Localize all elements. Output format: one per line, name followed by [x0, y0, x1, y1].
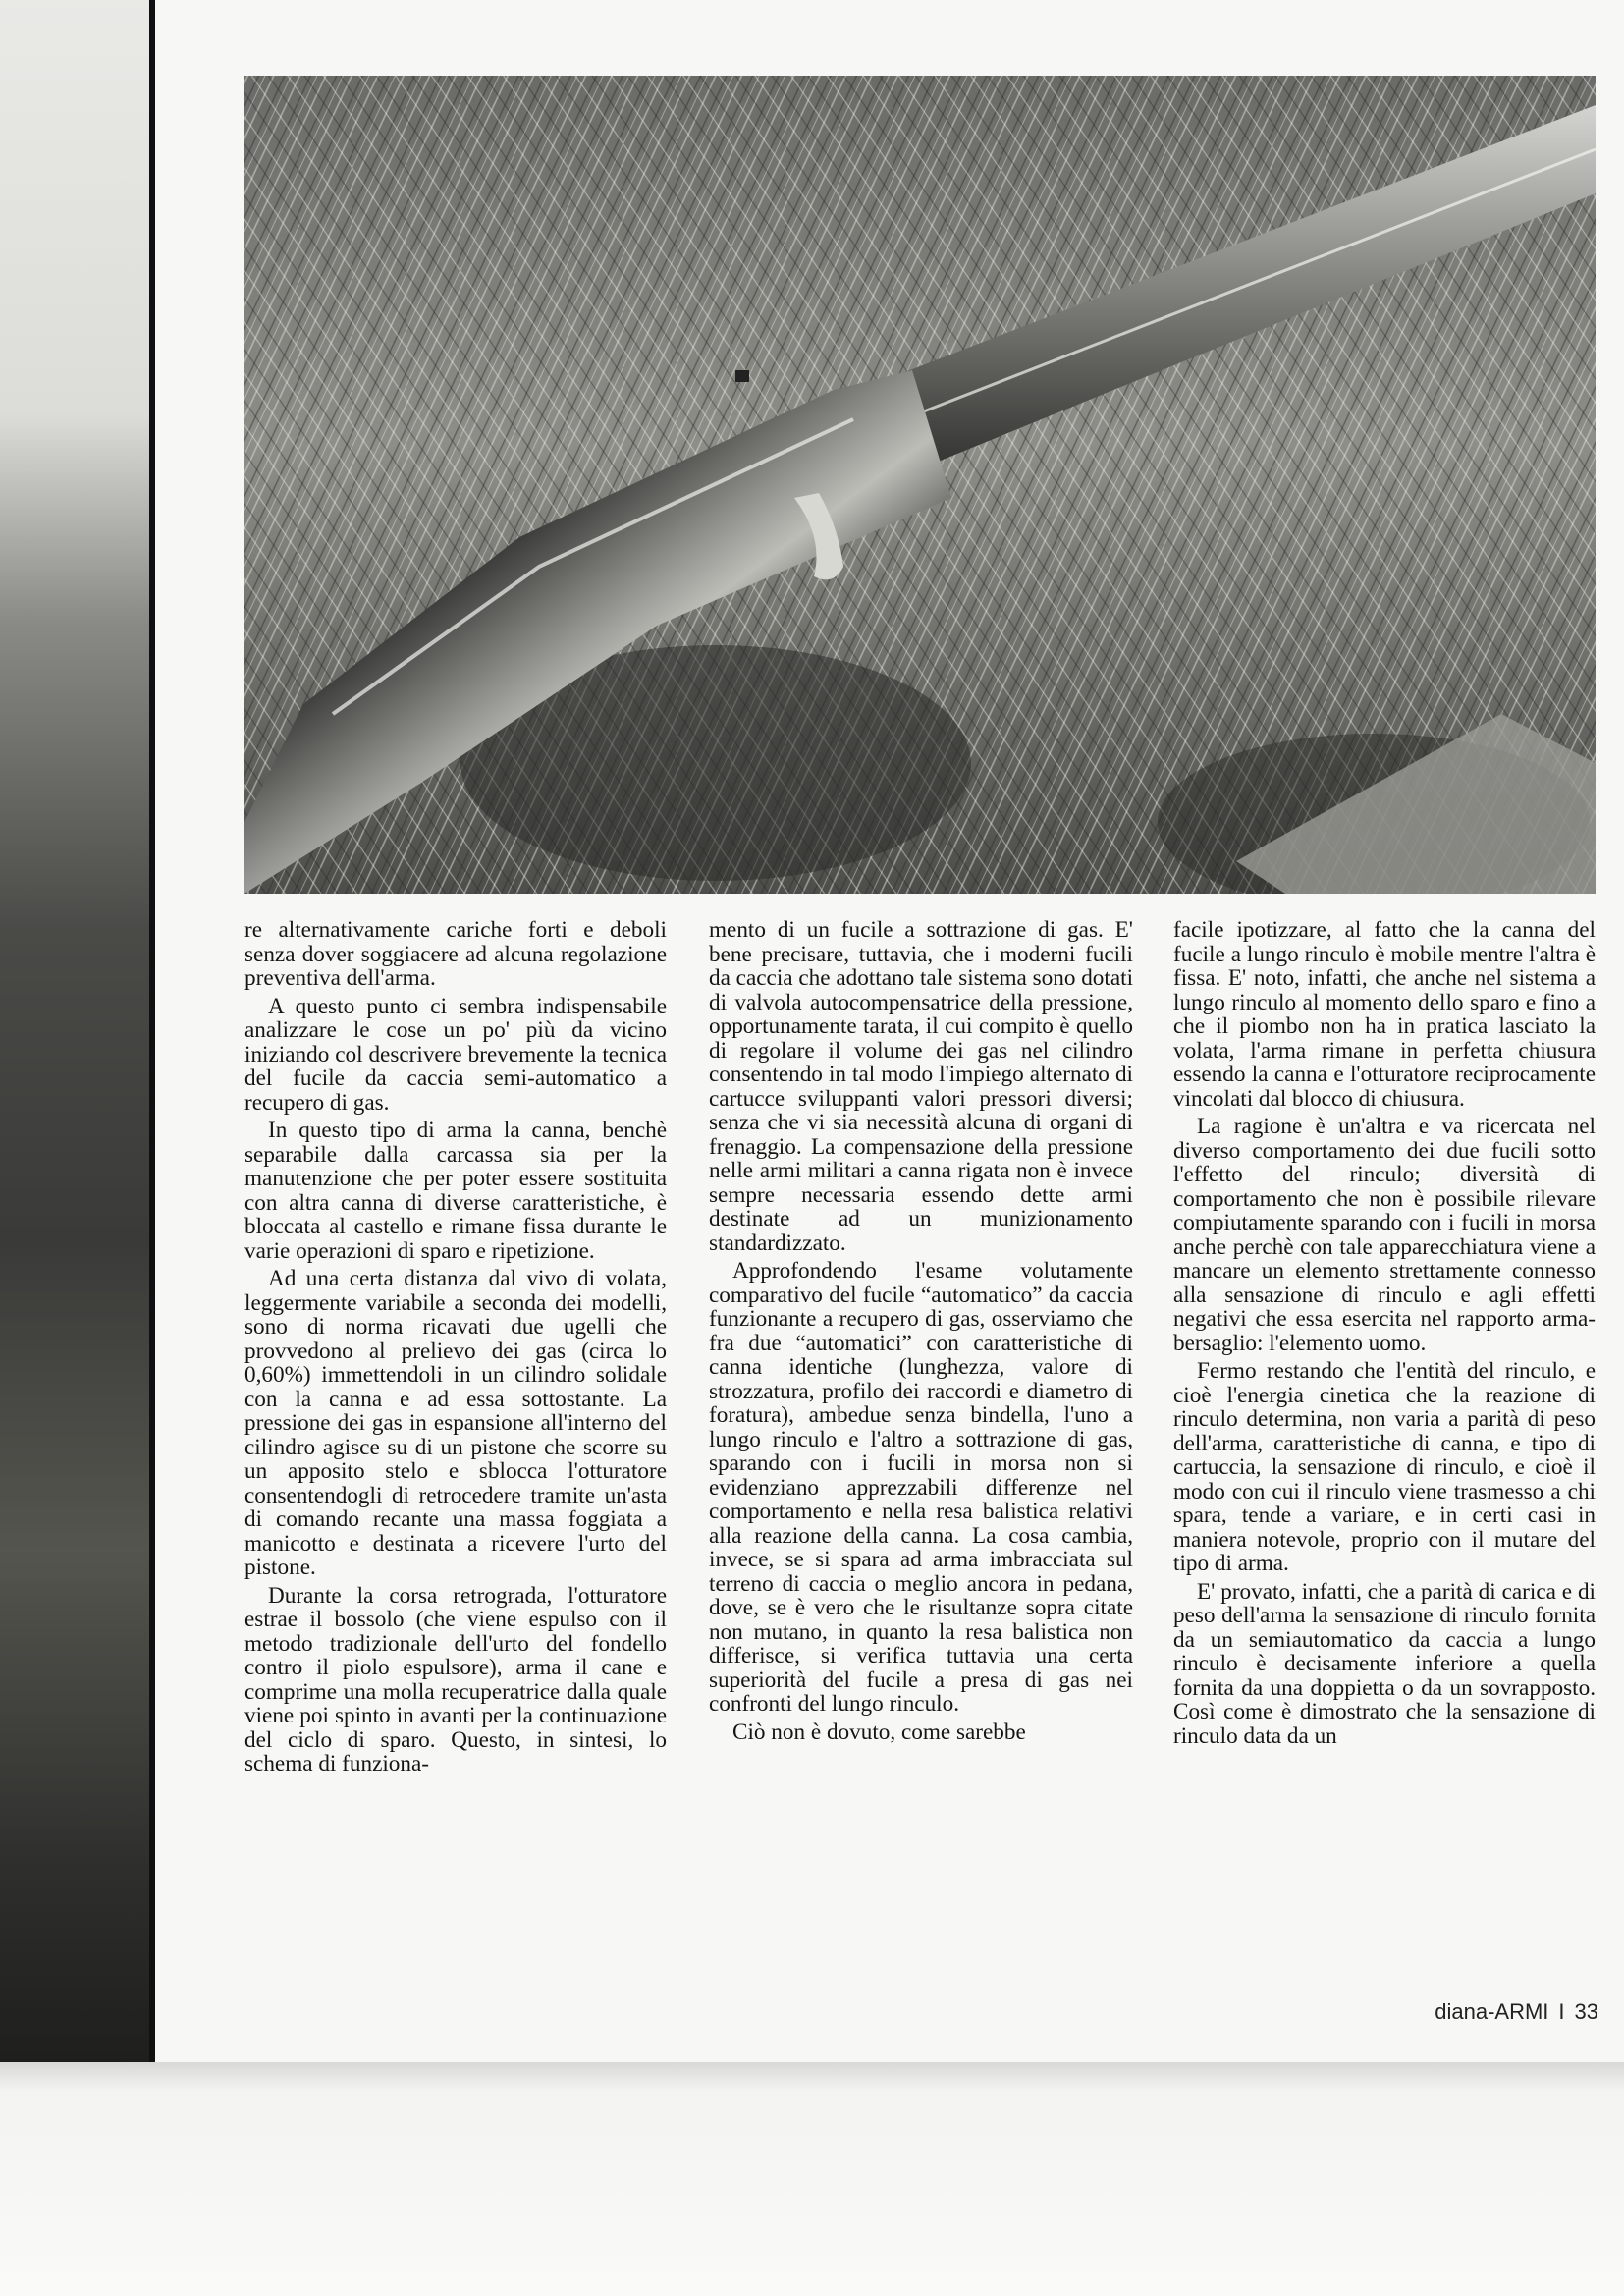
paragraph: Ad una certa distanza dal vivo di volata, leggermente variabile a seconda dei modelli, sono di norma ricavati due ugelli che provvedono al prelievo dei gas (circa lo 0,60%) immettendoli in un cilindro solidale con la canna e ad essa sottostante. La pressione dei gas in espansione all'interno del cilindro agisce su di un pistone che scorre su un apposito stelo e sblocca l'otturatore consentendogli di retrocedere tramite un'asta di comando recante una massa foggiata a manicotto e destinata a ricevere l'urto del pistone. — [244, 1266, 667, 1580]
page-bottom-margin — [0, 2062, 1624, 2296]
page-footer — [1392, 1999, 1598, 2025]
paragraph: facile ipotizzare, al fatto che la canna del fucile a lungo rinculo è mobile mentre l'altra è fissa. E' noto, infatti, che anche nel sistema a lungo rinculo al momento dello sparo e fino a che il piombo non ha in pratica lasciato la volata, l'arma rimane in perfetta chiusura essendo la canna e l'otturatore reciprocamente vincolati dal blocco di chiusura. — [1173, 917, 1596, 1112]
footer-separator: I — [1558, 1999, 1565, 2024]
paragraph: Approfondendo l'esame volutamente comparativo del fucile “automatico” da caccia funzionante a recupero di gas, osserviamo che fra due “automatici” con caratteristiche di canna identiche (lunghezza, valore di strozzatura, profilo dei raccordi e diametro di foratura), ambedue senza bindella, l'uno a lungo rinculo e l'altro a sottrazione di gas, sparando con i fucili in morsa non si evidenziano apprezzabili differenze nel comportamento e nella resa balistica relativi alla reazione della canna. La cosa cambia, invece, se si spara ad arma imbracciata sul terreno di caccia o meglio ancora in pedana, dove, se è vero che le risultanze sopra citate non mutano, in quanto la resa balistica non differisce, si verifica tuttavia una certa superiorità del fucile a presa di gas nei confronti del lungo rinculo. — [709, 1258, 1133, 1717]
paragraph: Durante la corsa retrograda, l'otturatore estrae il bossolo (che viene espulso con il metodo tradizionale dell'urto del fondello contro il piolo espulsore), arma il cane e comprime una molla recuperatrice dalla quale viene poi spinto in avanti per la continuazione del ciclo di sparo. Questo, in sintesi, lo schema di funziona- — [244, 1582, 667, 1777]
paragraph: mento di un fucile a sottrazione di gas. E' bene precisare, tuttavia, che i moderni fucili da caccia che adottano tale sistema sono dotati di valvola autocompensatrice della pressione, opportunamente tarata, il cui compito è quello di regolare il volume dei gas nel cilindro consentendo in tal modo l'impiego alternato di cartucce sviluppanti valori pressori diversi; senza che vi sia necessità alcuna di organi di frenaggio. La compensazione della pressione nelle armi militari a canna rigata non è invece sempre necessaria essendo dette armi destinate ad un munizionamento standardizzato. — [709, 917, 1134, 1256]
paragraph: In questo tipo di arma la canna, benchè separabile dalla carcassa sia per la manutenzione che per poter essere sostituita con altra canna di diverse caratteristiche, è bloccata al castello e rimane fissa durante le varie operazioni di sparo e ripetizione. — [244, 1118, 667, 1264]
adjacent-page-photo-edge — [0, 0, 155, 2067]
text-column-2 — [709, 918, 1133, 1748]
paragraph: La ragione è un'altra e va ricercata nel diverso comportamento dei due fucili sotto l'effetto del rinculo; diversità di comportamento che non è possibile rilevare compiutamente sparando con i fucili in morsa anche perchè con tale apparecchiatura viene a mancare un elemento strettamente connesso alla sensazione di rinculo e agli effetti negativi che essa esercita nel rapporto arma-bersaglio: l'elemento uomo. — [1173, 1114, 1596, 1356]
text-column-1 — [244, 918, 667, 1780]
page-number: 33 — [1574, 1999, 1598, 2024]
paragraph: A questo punto ci sembra indispensabile analizzare le cose un po' più da vicino iniziando col descrivere brevemente la tecnica del fucile da caccia semi-automatico a recupero di gas. — [244, 993, 667, 1116]
paragraph: re alternativamente cariche forti e deboli senza dover soggiacere ad alcuna regolazione preventiva dell'arma. — [244, 917, 667, 991]
paragraph: Fermo restando che l'entità del rinculo, e cioè l'energia cinetica che la reazione di rinculo determina, non varia a parità di peso dell'arma, caratteristiche di canna, e tipo di cartuccia, la sensazione di rinculo, e cioè il modo con cui il rinculo viene trasmesso a chi spara, tende a variare, e in certi casi in maniera notevole, proprio con il mutare del tipo di arma. — [1173, 1358, 1596, 1576]
text-column-3 — [1173, 918, 1596, 1752]
paragraph: E' provato, infatti, che a parità di carica e di peso dell'arma la sensazione di rinculo fornita da un semiautomatico da caccia a lungo rinculo è decisamente inferiore a quella fornita da una doppietta o da un sovrapposto. Così come è dimostrato che la sensazione di rinculo data da un — [1173, 1578, 1596, 1749]
shotgun-photo — [244, 76, 1596, 894]
magazine-name: diana-ARMI — [1435, 1999, 1549, 2024]
paragraph: Ciò non è dovuto, come sarebbe — [732, 1719, 1026, 1745]
